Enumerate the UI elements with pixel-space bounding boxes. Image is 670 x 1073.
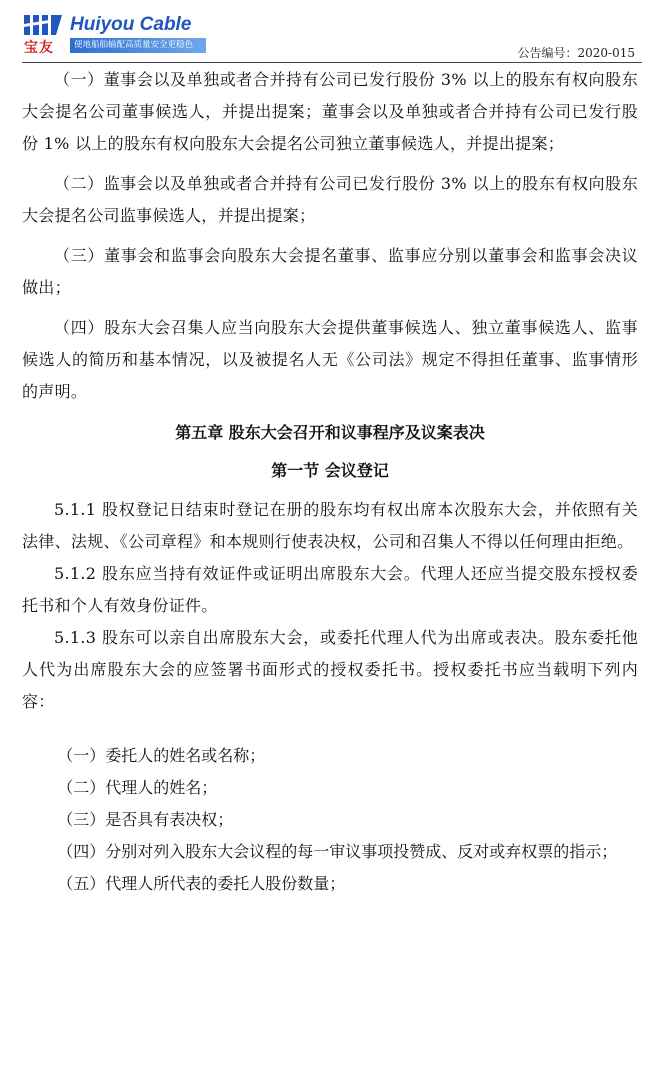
paragraph-board-resolution: （三）董事会和监事会向股东大会提名董事、监事应分别以董事会和监事会决议做出； xyxy=(22,246,638,297)
list-item: （四）分别对列入股东大会议程的每一审议事项投赞成、反对或弃权票的指示； xyxy=(57,842,618,861)
paragraph-candidate-resume: （四）股东大会召集人应当向股东大会提供董事候选人、独立董事候选人、监事候选人的简历和基本情况，以及被提名人无《公司法》规定不得担任董事、监事情形的声明。 xyxy=(22,318,638,401)
header-divider xyxy=(22,62,642,63)
clause-5-1-1: 5.1.1 股权登记日结束时登记在册的股东均有权出席本次股东大会，并依照有关法律、法规、《公司章程》和本规则行使表决权，公司和召集人不得以任何理由拒绝。 xyxy=(22,500,638,551)
list-item: （五）代理人所代表的委托人股份数量； xyxy=(57,874,346,893)
logo-tagline: 便地船舶输配高质量安全更稳色 xyxy=(70,38,206,53)
logo-chinese-name: 宝友 xyxy=(24,40,54,56)
list-item: （二）代理人的姓名； xyxy=(57,778,218,797)
list-item: （一）委托人的姓名或名称； xyxy=(57,746,266,765)
logo-mark-icon xyxy=(22,12,64,40)
clause-5-1-3: 5.1.3 股东可以亲自出席股东大会，或委托代理人代为出席或表决。股东委托他人代为出席股东大会的应签署书面形式的授权委托书。授权委托书应当载明下列内容： xyxy=(22,628,638,711)
list-item: （三）是否具有表决权； xyxy=(57,810,234,829)
section-title: 第一节 会议登记 xyxy=(271,461,389,480)
paragraph-nominate-directors: （一）董事会以及单独或者合并持有公司已发行股份 3% 以上的股东有权向股东大会提名公司董事候选人，并提出提案；董事会以及单独或者合并持有公司已发行股份 1% 以上的股东有权向股东大会提名公司独立董事候选人，并提出提案； xyxy=(22,70,638,153)
announcement-number: 公告编号：2020-015 xyxy=(517,46,635,60)
document-body xyxy=(22,64,638,900)
page-header xyxy=(0,0,670,70)
paragraph-nominate-supervisors: （二）监事会以及单独或者合并持有公司已发行股份 3% 以上的股东有权向股东大会提名公司监事候选人，并提出提案； xyxy=(22,174,638,225)
company-logo xyxy=(22,12,192,58)
logo-english-name: Huiyou Cable xyxy=(70,14,192,35)
clause-5-1-2: 5.1.2 股东应当持有效证件或证明出席股东大会。代理人还应当提交股东授权委托书和个人有效身份证件。 xyxy=(22,564,638,615)
chapter-title: 第五章 股东大会召开和议事程序及议案表决 xyxy=(175,423,485,442)
